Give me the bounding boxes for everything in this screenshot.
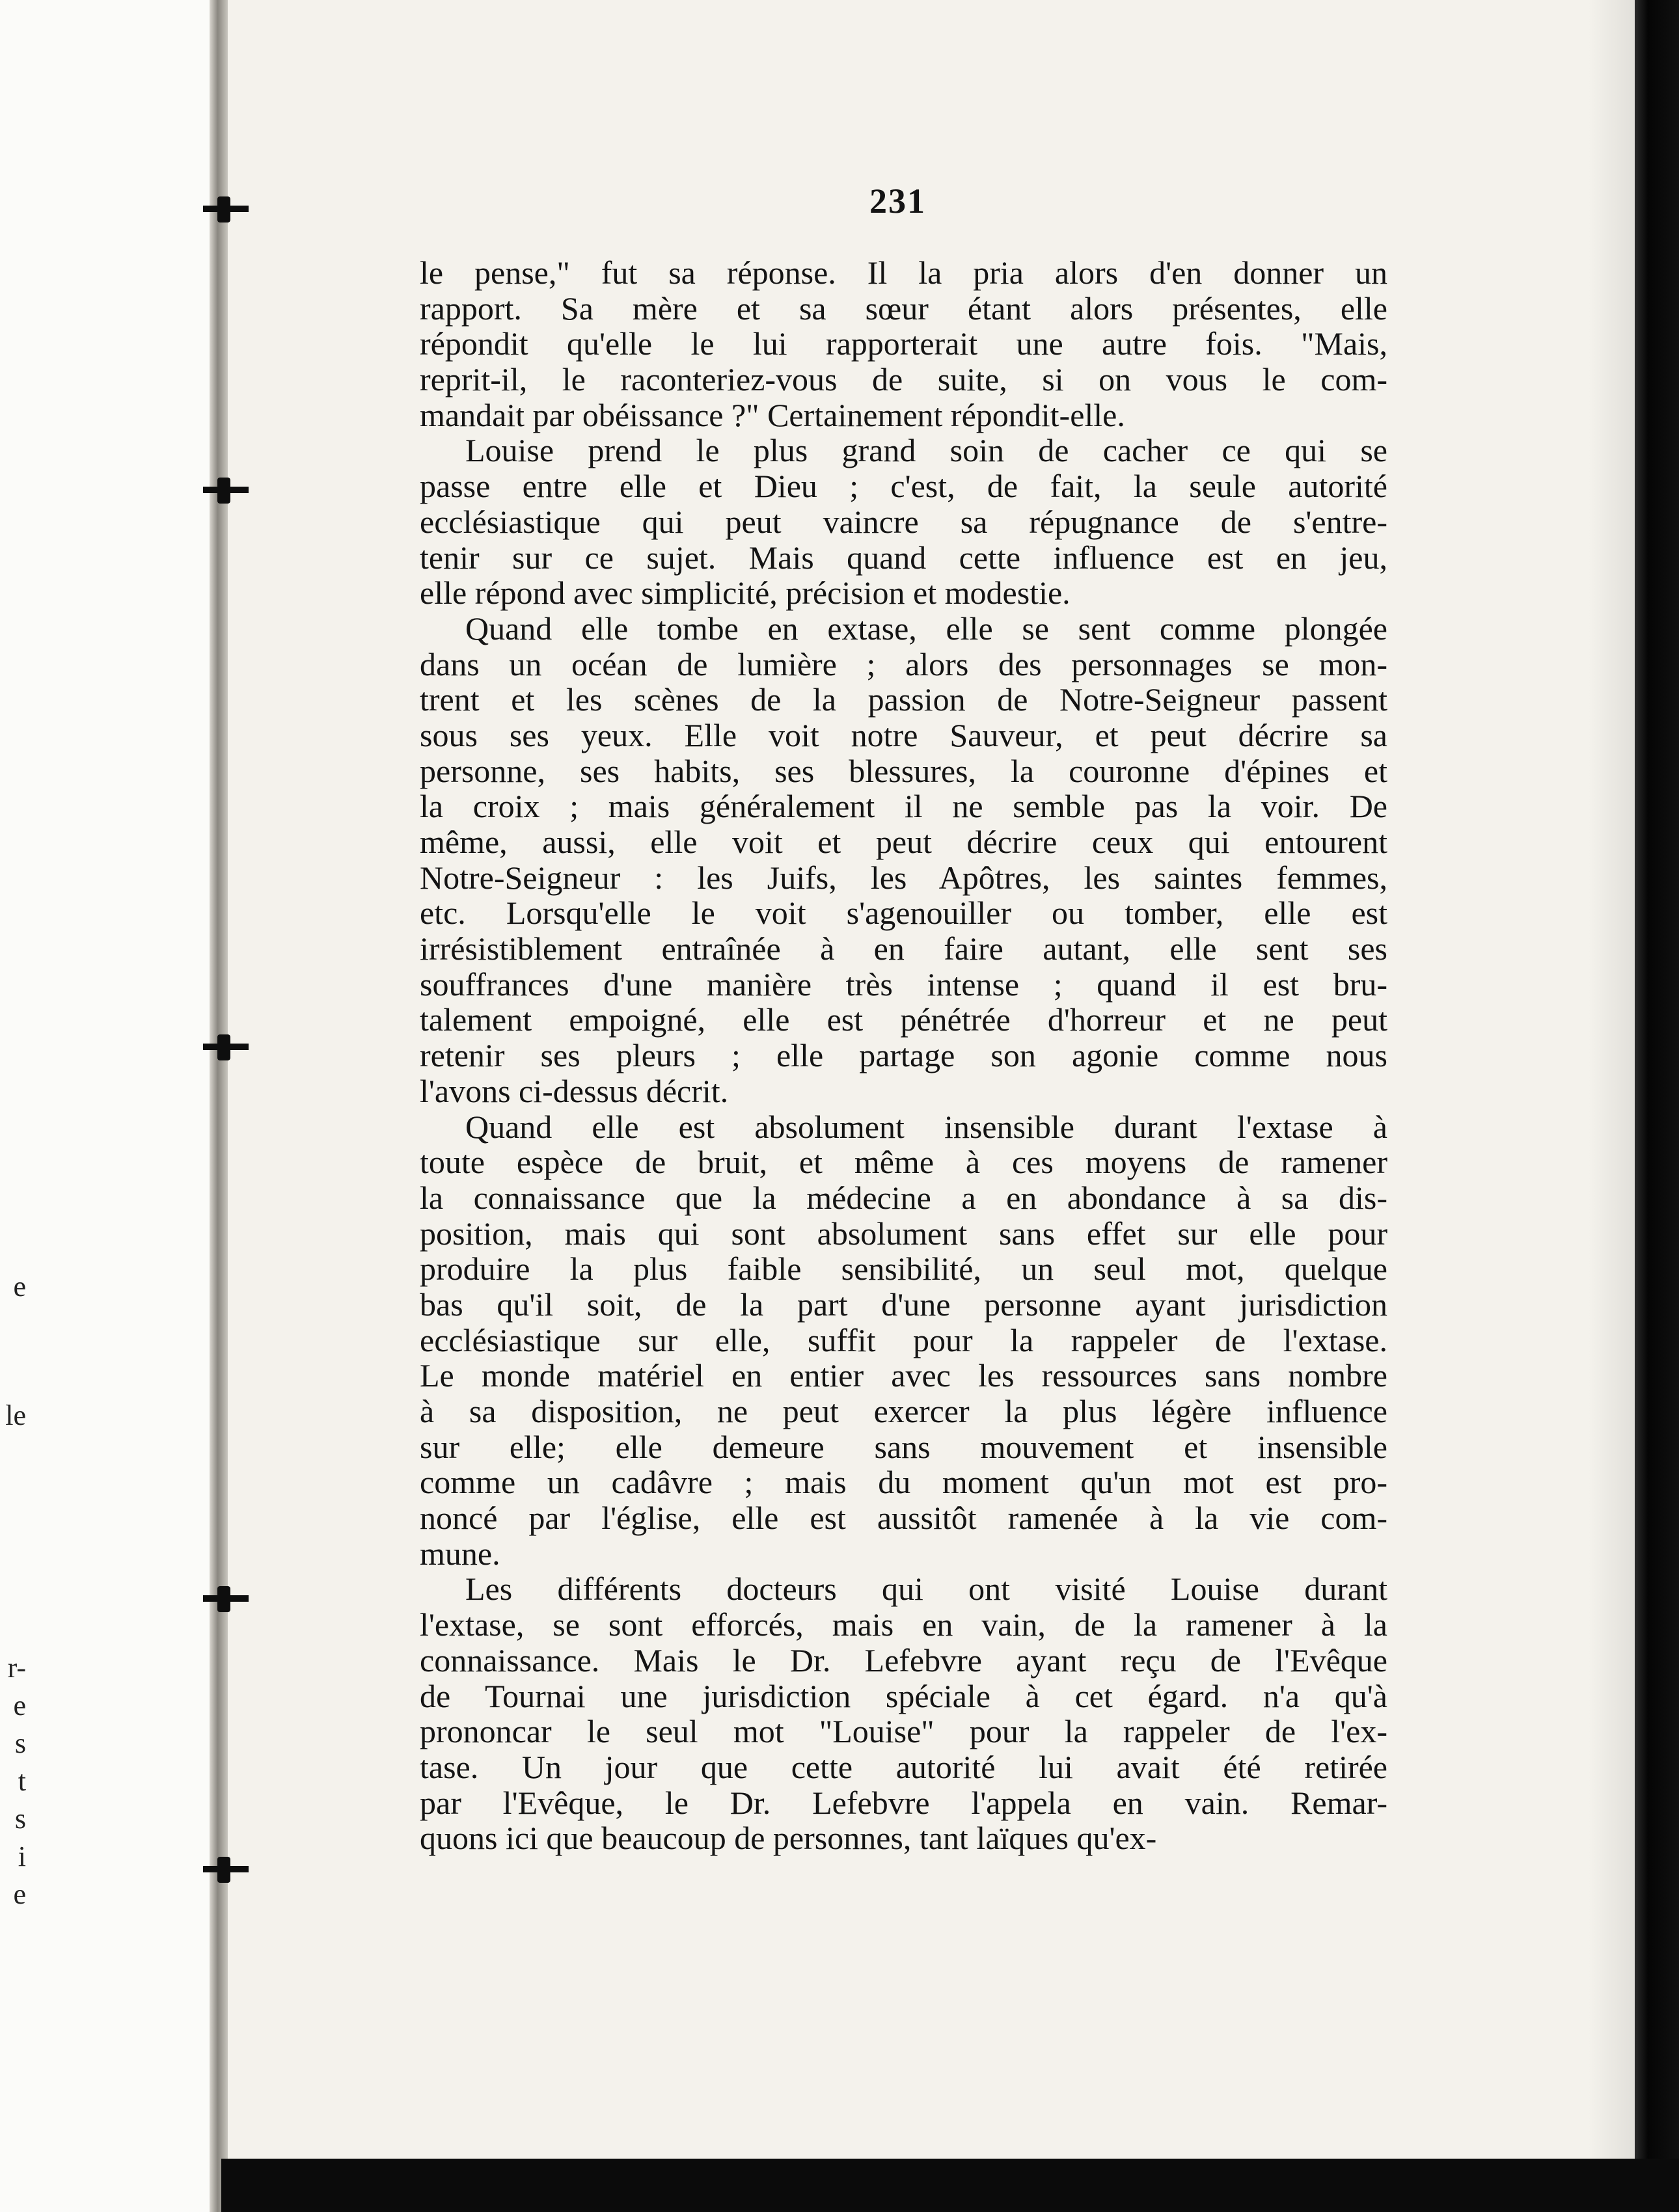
text-line: noncé par l'église, elle est aussitôt ramenée à la vie com- [420, 1500, 1387, 1537]
text-line: tenir sur ce sujet. Mais quand cette influence est en jeu, [420, 539, 1387, 576]
text-line: souffrances d'une manière très intense ; quand il est bru- [420, 965, 1387, 1003]
paragraph [420, 255, 1387, 433]
text-line: position, mais qui sont absolument sans effet sur elle pour [420, 1215, 1387, 1252]
facing-page-fragment: r- [7, 1652, 26, 1684]
text-line: répondit qu'elle le lui rapporterait une autre fois. "Mais, [420, 325, 1387, 362]
text-line: l'avons ci-dessus décrit. [420, 1072, 729, 1109]
facing-page-fragment: s [14, 1727, 26, 1759]
paragraph [420, 1571, 1387, 1856]
page-shadow [1588, 0, 1635, 2159]
text-line: sous ses yeux. Elle voit notre Sauveur, et peut décrire sa [420, 716, 1387, 753]
text-line: rapport. Sa mère et sa sœur étant alors présentes, elle [420, 290, 1387, 327]
paragraph [420, 433, 1387, 610]
text-line: Notre-Seigneur : les Juifs, les Apôtres, les saintes femmes, [420, 859, 1387, 896]
text-line: personne, ses habits, ses blessures, la couronne d'épines et [420, 752, 1387, 789]
binding-stitch [203, 478, 249, 504]
text-line: sur elle; elle demeure sans mouvement et insensible [420, 1428, 1387, 1465]
text-line: par l'Evêque, le Dr. Lefebvre l'appela en vain. Remar- [420, 1784, 1387, 1821]
body-text [420, 255, 1387, 1856]
text-line: irrésistiblement entraînée à en faire autant, elle sent ses [420, 930, 1387, 967]
facing-page-fragment: e [13, 1690, 26, 1721]
text-line: la croix ; mais généralement il ne semble pas la voir. De [420, 788, 1387, 825]
text-line: Les différents docteurs qui ont visité Louise durant [465, 1571, 1387, 1608]
binding-stitch [203, 1034, 249, 1060]
page-number: 231 [869, 182, 926, 221]
text-line: Quand elle tombe en extase, elle se sent comme plongée [465, 610, 1387, 647]
text-line: passe entre elle et Dieu ; c'est, de fait, la seule autorité [420, 468, 1387, 505]
text-line: trent et les scènes de la passion de Notre-Seigneur passent [420, 681, 1387, 718]
facing-page-fragment: t [18, 1765, 26, 1797]
facing-page-fragment: e [13, 1271, 26, 1302]
scan-border-bottom [221, 2159, 1679, 2212]
text-line: comme un cadâvre ; mais du moment qu'un mot est pro- [420, 1464, 1387, 1501]
text-line: ecclésiastique sur elle, suffit pour la rappeler de l'extase. [420, 1321, 1387, 1358]
text-line: bas qu'il soit, de la part d'une personne ayant jurisdiction [420, 1286, 1387, 1323]
text-line: Quand elle est absolument insensible durant l'extase à [465, 1108, 1387, 1145]
binding-stitch [203, 196, 249, 223]
text-line: etc. Lorsqu'elle le voit s'agenouiller ou tomber, elle est [420, 895, 1387, 932]
facing-page-fragment: e [13, 1878, 26, 1910]
text-line: l'extase, se sont efforcés, mais en vain, de la ramener à la [420, 1606, 1387, 1643]
facing-page-fragment: le [5, 1399, 26, 1431]
facing-page-fragment: s [14, 1803, 26, 1835]
text-line: elle répond avec simplicité, précision et modestie. [420, 574, 1071, 612]
text-line: le pense," fut sa réponse. Il la pria alors d'en donner un [420, 254, 1387, 291]
text-line: toute espèce de bruit, et même à ces moyens de ramener [420, 1144, 1387, 1181]
paragraph [420, 611, 1387, 1109]
text-line: quons ici que beaucoup de personnes, tant laïques qu'ex- [420, 1820, 1157, 1857]
facing-page-edge [0, 0, 221, 2212]
binding-stitch [203, 1586, 249, 1612]
paragraph [420, 1109, 1387, 1572]
text-line: à sa disposition, ne peut exercer la plus légère influence [420, 1393, 1387, 1429]
text-line: dans un océan de lumière ; alors des personnages se mon- [420, 645, 1387, 682]
text-line: mandait par obéissance ?" Certainement répondit-elle. [420, 396, 1125, 433]
facing-page-fragment: i [18, 1841, 26, 1872]
scan-border-right [1635, 0, 1679, 2212]
text-line: tase. Un jour que cette autorité lui avait été retirée [420, 1748, 1387, 1785]
binding-stitch [203, 1857, 249, 1883]
text-line: ecclésiastique qui peut vaincre sa répugnance de s'entre- [420, 503, 1387, 540]
text-line: la connaissance que la médecine a en abondance à sa dis- [420, 1179, 1387, 1216]
text-line: reprit-il, le raconteriez-vous de suite, si on vous le com- [420, 361, 1387, 398]
text-line: Le monde matériel en entier avec les ressources sans nombre [420, 1357, 1387, 1394]
text-line: de Tournai une jurisdiction spéciale à cet égard. n'a qu'à [420, 1677, 1387, 1714]
text-line: produire la plus faible sensibilité, un seul mot, quelque [420, 1250, 1387, 1288]
text-line: même, aussi, elle voit et peut décrire ceux qui entourent [420, 824, 1387, 860]
text-line: prononcar le seul mot "Louise" pour la rappeler de l'ex- [420, 1713, 1387, 1750]
text-line: Louise prend le plus grand soin de cacher ce qui se [465, 432, 1387, 469]
text-line: talement empoigné, elle est pénétrée d'horreur et ne peut [420, 1001, 1387, 1038]
text-line: mune. [420, 1535, 500, 1572]
text-line: connaissance. Mais le Dr. Lefebvre ayant reçu de l'Evêque [420, 1641, 1387, 1679]
text-line: retenir ses pleurs ; elle partage son agonie comme nous [420, 1037, 1387, 1074]
